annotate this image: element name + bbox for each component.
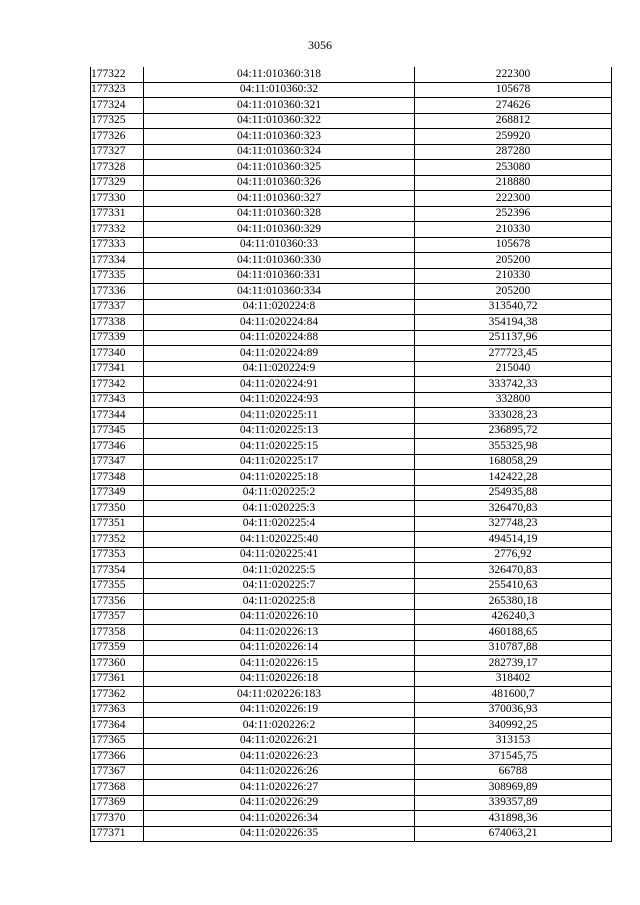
- cadastral-number-cell: 04:11:020225:40: [144, 532, 415, 548]
- row-id-cell: 177365: [91, 733, 144, 749]
- row-id-cell: 177323: [91, 82, 144, 98]
- table-row: [91, 811, 612, 827]
- table-row: [91, 454, 612, 470]
- cadastral-value-cell: 674063,21: [415, 826, 612, 842]
- row-id-cell: 177327: [91, 144, 144, 160]
- table-row: [91, 563, 612, 579]
- cadastral-number-cell: 04:11:020225:13: [144, 423, 415, 439]
- row-id-cell: 177354: [91, 563, 144, 579]
- cadastral-value-cell: 494514,19: [415, 532, 612, 548]
- row-id-cell: 177331: [91, 206, 144, 222]
- cadastral-value-cell: 313153: [415, 733, 612, 749]
- cadastral-number-cell: 04:11:010360:321: [144, 98, 415, 114]
- cadastral-value-cell: 310787,88: [415, 640, 612, 656]
- cadastral-number-cell: 04:11:020224:84: [144, 315, 415, 331]
- cadastral-number-cell: 04:11:020224:88: [144, 330, 415, 346]
- cadastral-number-cell: 04:11:020226:26: [144, 764, 415, 780]
- row-id-cell: 177325: [91, 113, 144, 129]
- cadastral-value-cell: 2776,92: [415, 547, 612, 563]
- cadastral-value-cell: 210330: [415, 268, 612, 284]
- cadastral-number-cell: 04:11:020224:9: [144, 361, 415, 377]
- table-row: [91, 640, 612, 656]
- table-row: [91, 330, 612, 346]
- cadastral-value-cell: 333742,33: [415, 377, 612, 393]
- cadastral-value-cell: 205200: [415, 284, 612, 300]
- cadastral-number-cell: 04:11:020226:23: [144, 749, 415, 765]
- row-id-cell: 177368: [91, 780, 144, 796]
- cadastral-number-cell: 04:11:020226:18: [144, 671, 415, 687]
- row-id-cell: 177326: [91, 129, 144, 145]
- cadastral-number-cell: 04:11:010360:33: [144, 237, 415, 253]
- table-row: [91, 346, 612, 362]
- cadastral-value-cell: 215040: [415, 361, 612, 377]
- table-row: [91, 144, 612, 160]
- cadastral-value-cell: 318402: [415, 671, 612, 687]
- table-row: [91, 299, 612, 315]
- cadastral-value-cell: 327748,23: [415, 516, 612, 532]
- table-row: [91, 67, 612, 82]
- table-row: [91, 470, 612, 486]
- cadastral-number-cell: 04:11:020225:18: [144, 470, 415, 486]
- row-id-cell: 177335: [91, 268, 144, 284]
- cadastral-value-cell: 259920: [415, 129, 612, 145]
- row-id-cell: 177361: [91, 671, 144, 687]
- table-row: [91, 361, 612, 377]
- cadastral-number-cell: 04:11:020225:7: [144, 578, 415, 594]
- cadastral-value-cell: 277723,45: [415, 346, 612, 362]
- cadastral-value-cell: 210330: [415, 222, 612, 238]
- table-row: [91, 733, 612, 749]
- table-row: [91, 578, 612, 594]
- table-row: [91, 222, 612, 238]
- cadastral-value-cell: 481600,7: [415, 687, 612, 703]
- cadastral-number-cell: 04:11:020226:14: [144, 640, 415, 656]
- cadastral-value-cell: 105678: [415, 82, 612, 98]
- table-row: [91, 795, 612, 811]
- cadastral-value-cell: 255410,63: [415, 578, 612, 594]
- table-row: [91, 237, 612, 253]
- cadastral-value-cell: 308969,89: [415, 780, 612, 796]
- cadastral-number-cell: 04:11:010360:327: [144, 191, 415, 207]
- cadastral-value-cell: 268812: [415, 113, 612, 129]
- row-id-cell: 177362: [91, 687, 144, 703]
- row-id-cell: 177343: [91, 392, 144, 408]
- row-id-cell: 177346: [91, 439, 144, 455]
- cadastral-value-cell: 282739,17: [415, 656, 612, 672]
- cadastral-value-cell: 252396: [415, 206, 612, 222]
- cadastral-value-cell: 253080: [415, 160, 612, 176]
- cadastral-value-cell: 236895,72: [415, 423, 612, 439]
- row-id-cell: 177370: [91, 811, 144, 827]
- cadastral-number-cell: 04:11:010360:328: [144, 206, 415, 222]
- page-number: 3056: [308, 38, 332, 52]
- cadastral-value-cell: 142422,28: [415, 470, 612, 486]
- table-row: [91, 656, 612, 672]
- cadastral-value-cell: 251137,96: [415, 330, 612, 346]
- row-id-cell: 177349: [91, 485, 144, 501]
- cadastral-value-cell: 340992,25: [415, 718, 612, 734]
- cadastral-value-cell: 354194,38: [415, 315, 612, 331]
- row-id-cell: 177353: [91, 547, 144, 563]
- cadastral-value-cell: 333028,23: [415, 408, 612, 424]
- row-id-cell: 177336: [91, 284, 144, 300]
- cadastral-number-cell: 04:11:020226:27: [144, 780, 415, 796]
- row-id-cell: 177371: [91, 826, 144, 842]
- cadastral-value-cell: 287280: [415, 144, 612, 160]
- cadastral-number-cell: 04:11:020225:11: [144, 408, 415, 424]
- cadastral-value-cell: 168058,29: [415, 454, 612, 470]
- cadastral-number-cell: 04:11:010360:329: [144, 222, 415, 238]
- row-id-cell: 177364: [91, 718, 144, 734]
- cadastral-number-cell: 04:11:010360:326: [144, 175, 415, 191]
- cadastral-value-cell: 105678: [415, 237, 612, 253]
- cadastral-number-cell: 04:11:020226:34: [144, 811, 415, 827]
- cadastral-number-cell: 04:11:020225:41: [144, 547, 415, 563]
- cadastral-number-cell: 04:11:010360:32: [144, 82, 415, 98]
- cadastral-value-cell: 332800: [415, 392, 612, 408]
- table-row: [91, 625, 612, 641]
- cadastral-number-cell: 04:11:010360:318: [144, 67, 415, 82]
- cadastral-number-cell: 04:11:020225:15: [144, 439, 415, 455]
- cadastral-number-cell: 04:11:020225:17: [144, 454, 415, 470]
- table-row: [91, 532, 612, 548]
- row-id-cell: 177342: [91, 377, 144, 393]
- row-id-cell: 177355: [91, 578, 144, 594]
- row-id-cell: 177334: [91, 253, 144, 269]
- cadastral-number-cell: 04:11:020226:10: [144, 609, 415, 625]
- table-row: [91, 284, 612, 300]
- table-row: [91, 377, 612, 393]
- table-row: [91, 160, 612, 176]
- table-row: [91, 826, 612, 842]
- row-id-cell: 177356: [91, 594, 144, 610]
- table-row: [91, 98, 612, 114]
- table-row: [91, 268, 612, 284]
- cadastral-number-cell: 04:11:020226:19: [144, 702, 415, 718]
- table-row: [91, 749, 612, 765]
- cadastral-value-cell: 371545,75: [415, 749, 612, 765]
- cadastral-number-cell: 04:11:020225:3: [144, 501, 415, 517]
- row-id-cell: 177351: [91, 516, 144, 532]
- cadastral-value-cell: 460188,65: [415, 625, 612, 641]
- row-id-cell: 177328: [91, 160, 144, 176]
- row-id-cell: 177322: [91, 67, 144, 82]
- cadastral-number-cell: 04:11:020226:21: [144, 733, 415, 749]
- table-row: [91, 253, 612, 269]
- table-row: [91, 129, 612, 145]
- row-id-cell: 177358: [91, 625, 144, 641]
- table-row: [91, 671, 612, 687]
- table-row: [91, 609, 612, 625]
- cadastral-value-cell: 339357,89: [415, 795, 612, 811]
- row-id-cell: 177333: [91, 237, 144, 253]
- cadastral-number-cell: 04:11:010360:325: [144, 160, 415, 176]
- row-id-cell: 177360: [91, 656, 144, 672]
- cadastral-value-cell: 254935,88: [415, 485, 612, 501]
- cadastral-value-cell: 222300: [415, 191, 612, 207]
- row-id-cell: 177347: [91, 454, 144, 470]
- table-row: [91, 82, 612, 98]
- table-row: [91, 764, 612, 780]
- cadastral-number-cell: 04:11:010360:334: [144, 284, 415, 300]
- row-id-cell: 177367: [91, 764, 144, 780]
- cadastral-value-cell: 218880: [415, 175, 612, 191]
- row-id-cell: 177348: [91, 470, 144, 486]
- table-row: [91, 206, 612, 222]
- table-row: [91, 175, 612, 191]
- table-row: [91, 408, 612, 424]
- row-id-cell: 177344: [91, 408, 144, 424]
- cadastral-value-table: [90, 67, 612, 842]
- cadastral-number-cell: 04:11:020224:93: [144, 392, 415, 408]
- cadastral-value-cell: 431898,36: [415, 811, 612, 827]
- cadastral-value-cell: 426240,3: [415, 609, 612, 625]
- cadastral-number-cell: 04:11:020224:8: [144, 299, 415, 315]
- cadastral-number-cell: 04:11:020226:183: [144, 687, 415, 703]
- row-id-cell: 177329: [91, 175, 144, 191]
- row-id-cell: 177341: [91, 361, 144, 377]
- row-id-cell: 177363: [91, 702, 144, 718]
- table-row: [91, 191, 612, 207]
- cadastral-value-cell: 355325,98: [415, 439, 612, 455]
- cadastral-number-cell: 04:11:020225:5: [144, 563, 415, 579]
- cadastral-value-cell: 66788: [415, 764, 612, 780]
- row-id-cell: 177339: [91, 330, 144, 346]
- row-id-cell: 177330: [91, 191, 144, 207]
- cadastral-value-cell: 370036,93: [415, 702, 612, 718]
- table-row: [91, 594, 612, 610]
- table-row: [91, 392, 612, 408]
- cadastral-number-cell: 04:11:020226:35: [144, 826, 415, 842]
- cadastral-number-cell: 04:11:020225:2: [144, 485, 415, 501]
- row-id-cell: 177332: [91, 222, 144, 238]
- cadastral-number-cell: 04:11:020226:15: [144, 656, 415, 672]
- cadastral-value-cell: 265380,18: [415, 594, 612, 610]
- cadastral-value-cell: 222300: [415, 67, 612, 82]
- table-row: [91, 702, 612, 718]
- row-id-cell: 177324: [91, 98, 144, 114]
- cadastral-number-cell: 04:11:020226:29: [144, 795, 415, 811]
- table-row: [91, 687, 612, 703]
- table-row: [91, 439, 612, 455]
- table-row: [91, 485, 612, 501]
- cadastral-number-cell: 04:11:020225:8: [144, 594, 415, 610]
- row-id-cell: 177369: [91, 795, 144, 811]
- cadastral-number-cell: 04:11:020226:13: [144, 625, 415, 641]
- table-body: [91, 67, 612, 842]
- cadastral-number-cell: 04:11:010360:323: [144, 129, 415, 145]
- table-row: [91, 718, 612, 734]
- table-row: [91, 780, 612, 796]
- row-id-cell: 177357: [91, 609, 144, 625]
- cadastral-value-cell: 313540,72: [415, 299, 612, 315]
- row-id-cell: 177366: [91, 749, 144, 765]
- table-row: [91, 423, 612, 439]
- cadastral-number-cell: 04:11:010360:324: [144, 144, 415, 160]
- row-id-cell: 177350: [91, 501, 144, 517]
- table-row: [91, 501, 612, 517]
- cadastral-value-cell: 326470,83: [415, 563, 612, 579]
- row-id-cell: 177359: [91, 640, 144, 656]
- table-row: [91, 547, 612, 563]
- table-row: [91, 315, 612, 331]
- row-id-cell: 177352: [91, 532, 144, 548]
- cadastral-number-cell: 04:11:020226:2: [144, 718, 415, 734]
- cadastral-number-cell: 04:11:020224:91: [144, 377, 415, 393]
- cadastral-value-cell: 205200: [415, 253, 612, 269]
- cadastral-number-cell: 04:11:010360:331: [144, 268, 415, 284]
- table-row: [91, 516, 612, 532]
- cadastral-number-cell: 04:11:020224:89: [144, 346, 415, 362]
- cadastral-number-cell: 04:11:020225:4: [144, 516, 415, 532]
- row-id-cell: 177345: [91, 423, 144, 439]
- cadastral-value-cell: 326470,83: [415, 501, 612, 517]
- row-id-cell: 177338: [91, 315, 144, 331]
- row-id-cell: 177337: [91, 299, 144, 315]
- cadastral-number-cell: 04:11:010360:322: [144, 113, 415, 129]
- cadastral-number-cell: 04:11:010360:330: [144, 253, 415, 269]
- row-id-cell: 177340: [91, 346, 144, 362]
- cadastral-value-cell: 274626: [415, 98, 612, 114]
- table-row: [91, 113, 612, 129]
